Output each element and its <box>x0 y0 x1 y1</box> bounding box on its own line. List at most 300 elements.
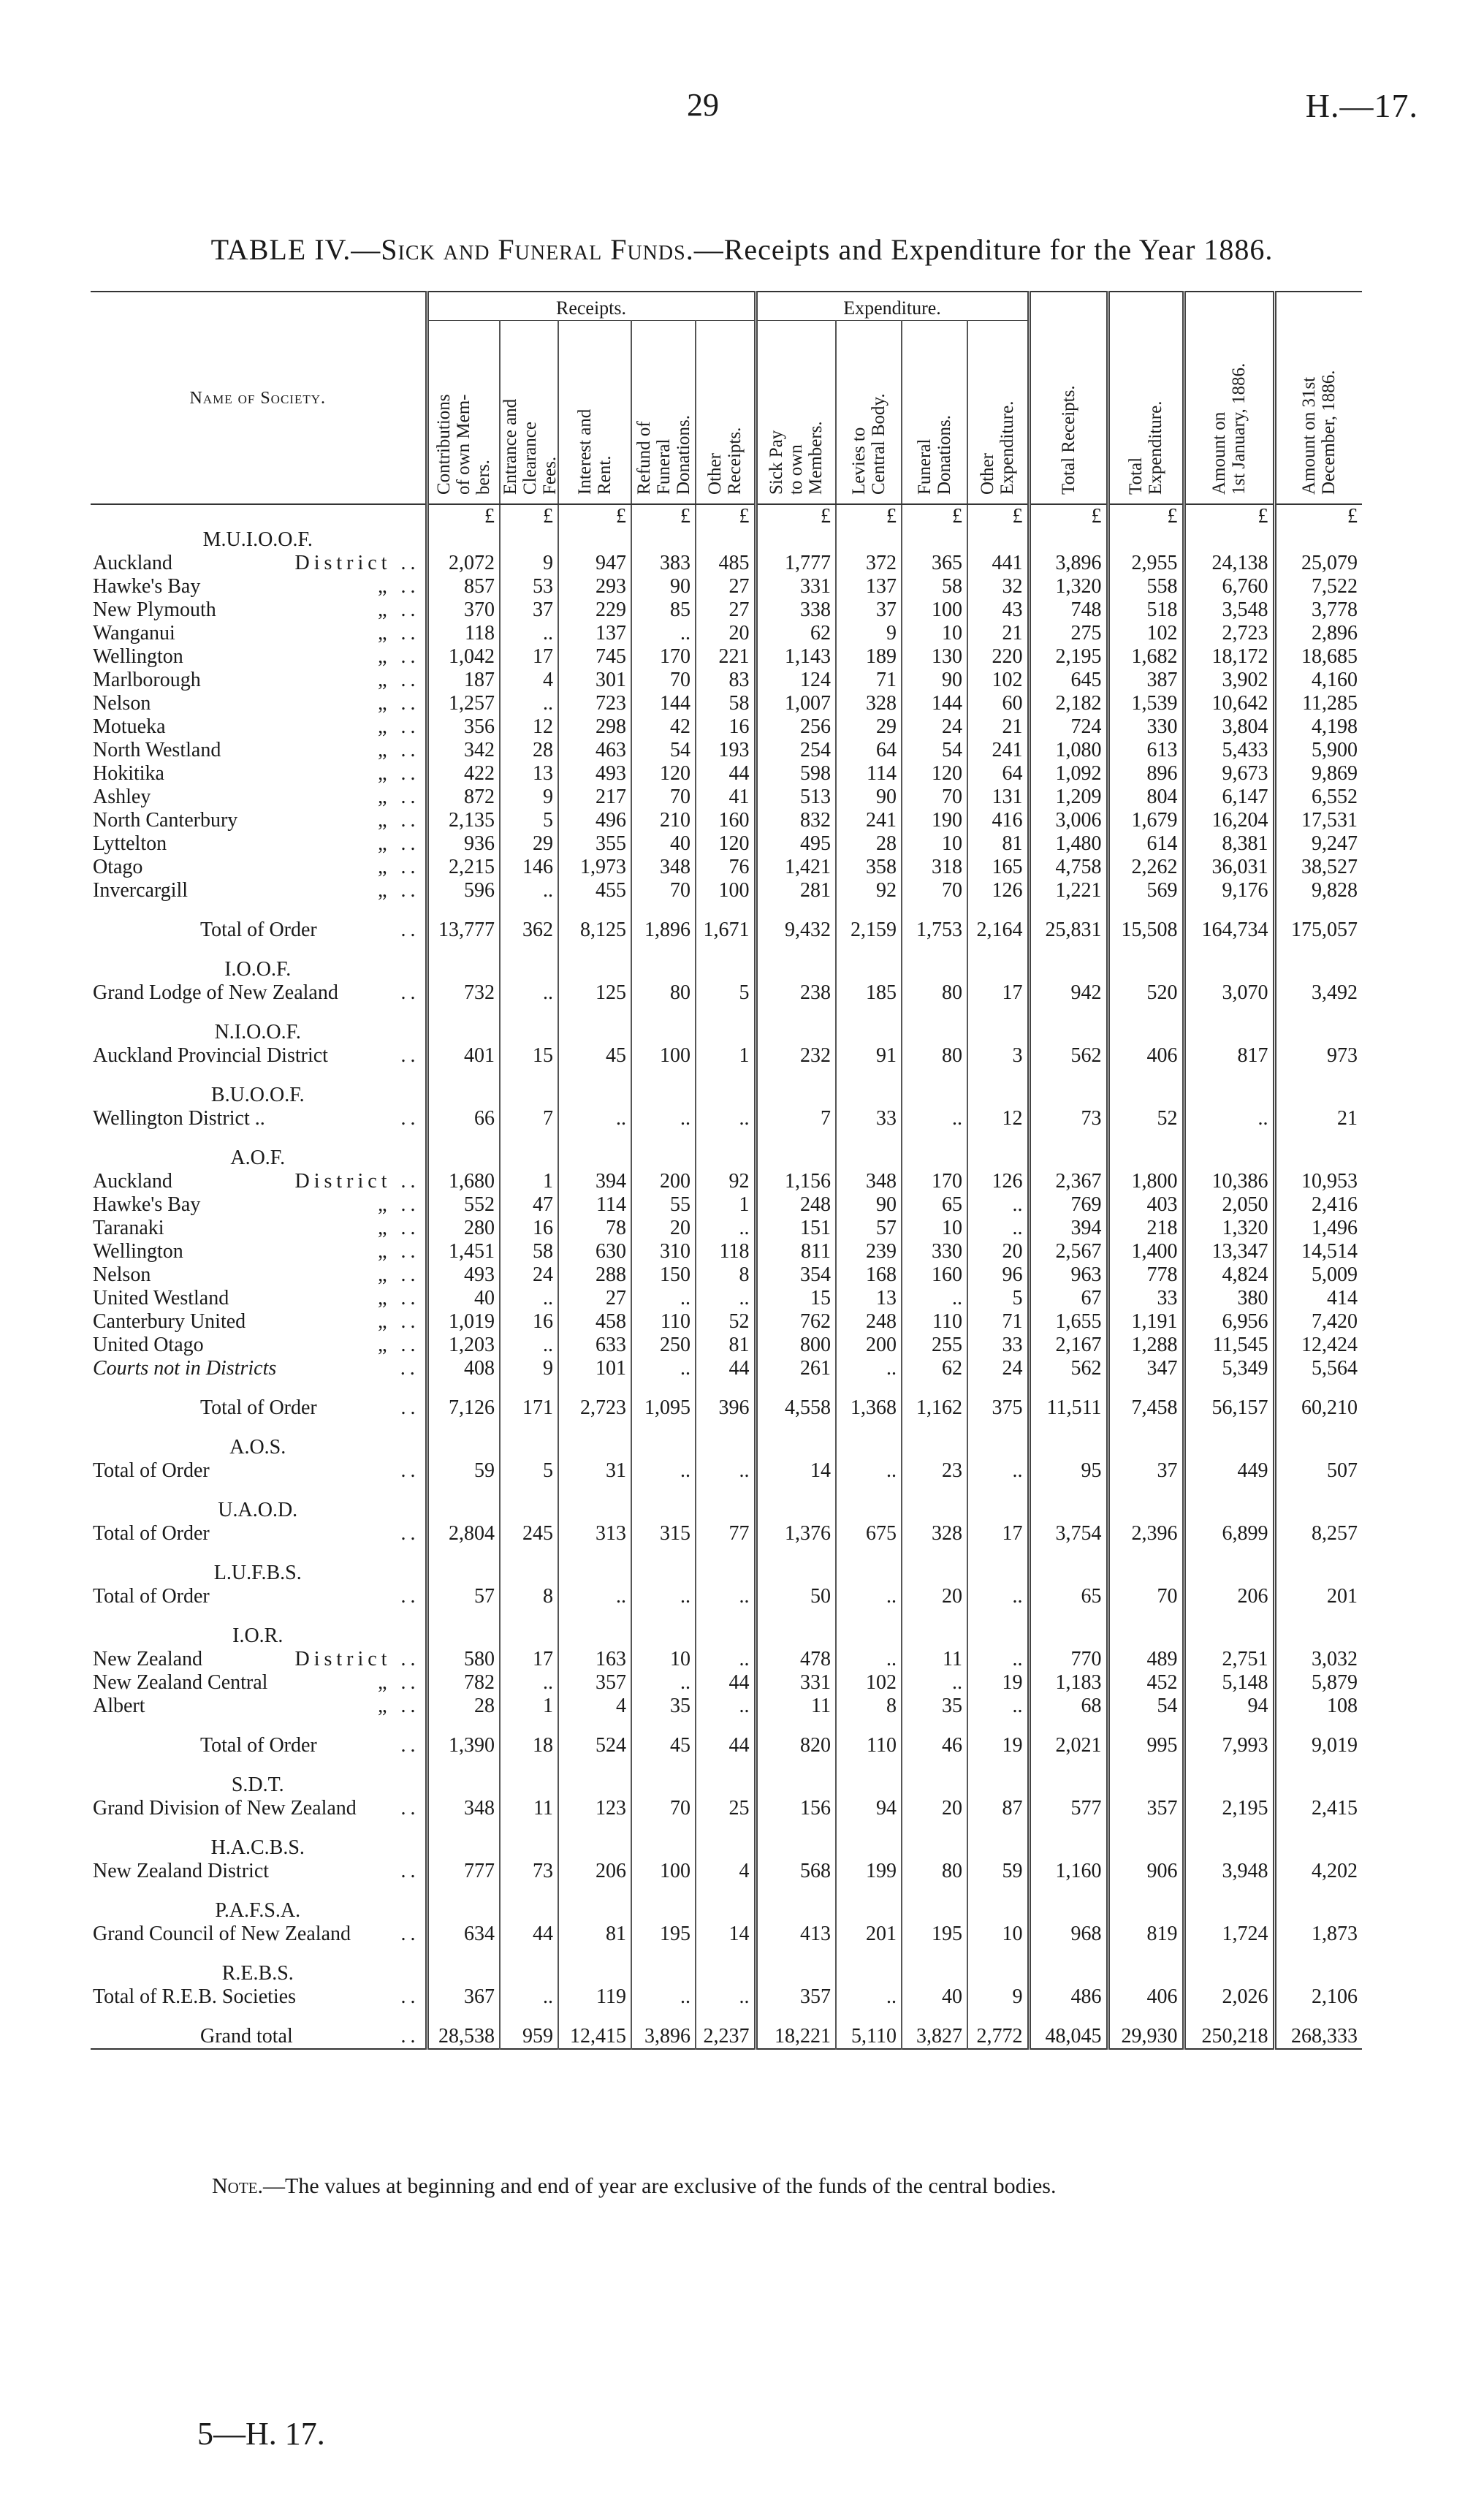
table-row <box>91 981 1362 1005</box>
order-name: P.A.F.S.A. <box>215 1899 301 1922</box>
value-cell: 102 <box>967 669 1029 692</box>
value-cell: 348 <box>427 1797 500 1820</box>
value-cell: 275 <box>1029 622 1108 645</box>
value-cell: 2,195 <box>1184 1797 1274 1820</box>
value-cell: 62 <box>902 1357 967 1380</box>
value-cell: 968 <box>1029 1923 1108 1946</box>
value-cell: 90 <box>902 669 967 692</box>
value-cell: .. <box>696 1985 756 2009</box>
value-cell: 496 <box>558 809 631 832</box>
value-cell: .. <box>500 981 558 1005</box>
value-cell: 33 <box>1108 1287 1184 1310</box>
value-cell: 60 <box>967 692 1029 715</box>
table-row <box>91 1522 1362 1546</box>
value-cell: 2,751 <box>1184 1648 1274 1671</box>
table-row <box>91 645 1362 669</box>
table-row <box>91 1671 1362 1695</box>
row-suffix: „ .. <box>378 832 420 855</box>
value-cell: 1,203 <box>427 1334 500 1357</box>
value-cell: 2,723 <box>558 1396 631 1420</box>
value-cell: 2,416 <box>1274 1193 1362 1217</box>
value-cell: 947 <box>558 552 631 575</box>
value-cell: 100 <box>902 598 967 622</box>
value-cell: 25,831 <box>1029 919 1108 942</box>
society-name: Motueka „ .. <box>91 715 427 739</box>
value-cell: 4,558 <box>756 1396 836 1420</box>
order-total-label: Total of Order .. <box>200 919 420 941</box>
value-cell: 394 <box>1029 1217 1108 1240</box>
value-cell: 21 <box>967 622 1029 645</box>
table-row <box>91 1193 1362 1217</box>
value-cell: 100 <box>696 879 756 902</box>
table-row <box>91 1240 1362 1263</box>
value-cell: 2,182 <box>1029 692 1108 715</box>
order-name: M.U.I.O.O.F. <box>202 528 313 551</box>
order-total-label: Total of Order .. <box>200 1396 420 1419</box>
value-cell: 5,900 <box>1274 739 1362 762</box>
society-name: Wanganui „ .. <box>91 622 427 645</box>
value-cell: 7 <box>756 1107 836 1130</box>
value-cell: 1,162 <box>902 1396 967 1420</box>
value-cell: 6,899 <box>1184 1522 1274 1546</box>
value-cell: 2,215 <box>427 856 500 879</box>
value-cell: 15,508 <box>1108 919 1184 942</box>
value-cell: 102 <box>1108 622 1184 645</box>
title-suffix: .—Receipts and Expenditure for the Year 1886. <box>685 233 1274 266</box>
society-name: Wellington „ .. <box>91 1240 427 1263</box>
value-cell: .. <box>631 1585 696 1608</box>
column-header <box>836 321 902 505</box>
value-cell: .. <box>500 1985 558 2009</box>
value-cell: 70 <box>1108 1585 1184 1608</box>
value-cell: 355 <box>558 832 631 856</box>
value-cell: 634 <box>427 1923 500 1946</box>
value-cell: 120 <box>631 762 696 786</box>
value-cell: 348 <box>631 856 696 879</box>
value-cell: 57 <box>427 1585 500 1608</box>
value-cell: 518 <box>1108 598 1184 622</box>
column-header <box>427 321 500 505</box>
value-cell: 118 <box>696 1240 756 1263</box>
value-cell: 3,006 <box>1029 809 1108 832</box>
value-cell: 221 <box>696 645 756 669</box>
value-cell: 12 <box>967 1107 1029 1130</box>
value-cell: 2,772 <box>967 2025 1029 2049</box>
value-cell: 357 <box>558 1671 631 1695</box>
value-cell: 110 <box>631 1310 696 1334</box>
row-suffix: „ .. <box>378 879 420 902</box>
grand-total-row <box>91 2025 1362 2049</box>
column-header-label: Interest and Rent. <box>575 408 614 495</box>
value-cell: 1,390 <box>427 1734 500 1757</box>
value-cell: 47 <box>500 1193 558 1217</box>
expenditure-group-header: Expenditure. <box>756 292 1029 321</box>
value-cell: 119 <box>558 1985 631 2009</box>
row-suffix: „ .. <box>378 1287 420 1309</box>
row-suffix: „ .. <box>378 1263 420 1286</box>
table-row <box>91 1695 1362 1718</box>
table-row <box>91 1357 1362 1380</box>
value-cell: 6,552 <box>1274 786 1362 809</box>
society-name: Total of Order .. <box>93 1585 420 1608</box>
value-cell: 18,685 <box>1274 645 1362 669</box>
row-suffix: „ .. <box>378 1217 420 1239</box>
value-cell: 7,126 <box>427 1396 500 1420</box>
value-cell: 199 <box>836 1860 902 1883</box>
value-cell: 1,679 <box>1108 809 1184 832</box>
value-cell: 1,257 <box>427 692 500 715</box>
value-cell: 151 <box>756 1217 836 1240</box>
value-cell: 232 <box>756 1044 836 1068</box>
value-cell: 185 <box>836 981 902 1005</box>
value-cell: 485 <box>696 552 756 575</box>
value-cell: 37 <box>836 598 902 622</box>
value-cell: 71 <box>967 1310 1029 1334</box>
value-cell: 1,209 <box>1029 786 1108 809</box>
table-row <box>91 1107 1362 1130</box>
row-suffix: District .. <box>294 1170 420 1193</box>
value-cell: 3,032 <box>1274 1648 1362 1671</box>
column-header <box>902 321 967 505</box>
value-cell: 10,386 <box>1184 1170 1274 1193</box>
value-cell: .. <box>967 1648 1029 1671</box>
value-cell: 14 <box>756 1459 836 1483</box>
society-name: United Otago „ .. <box>91 1334 427 1357</box>
value-cell: 130 <box>902 645 967 669</box>
value-cell: 2,396 <box>1108 1522 1184 1546</box>
value-cell: 77 <box>696 1522 756 1546</box>
value-cell: 44 <box>696 762 756 786</box>
value-cell: .. <box>500 1334 558 1357</box>
column-header-label: Total Expenditure. <box>1126 400 1166 495</box>
value-cell: 342 <box>427 739 500 762</box>
footer-signature: 5—H. 17. <box>197 2416 325 2452</box>
value-cell: 241 <box>836 809 902 832</box>
value-cell: 959 <box>500 2025 558 2049</box>
value-cell: 331 <box>756 1671 836 1695</box>
value-cell: 81 <box>696 1334 756 1357</box>
column-header <box>1274 292 1362 504</box>
order-heading-row <box>91 1147 1362 1170</box>
value-cell: 1,183 <box>1029 1671 1108 1695</box>
value-cell: 114 <box>836 762 902 786</box>
value-cell: 298 <box>558 715 631 739</box>
value-cell: .. <box>500 692 558 715</box>
society-name: Grand Lodge of New Zealand .. <box>93 981 420 1004</box>
value-cell: .. <box>836 1648 902 1671</box>
value-cell: 331 <box>756 575 836 598</box>
row-suffix: „ .. <box>378 669 420 691</box>
title-prefix: TABLE IV.— <box>210 233 381 266</box>
society-name: Courts not in Districts .. <box>93 1357 420 1380</box>
value-cell: 396 <box>696 1396 756 1420</box>
column-header-label: Amount on 1st January, 1886. <box>1209 362 1249 495</box>
currency-symbol: £ <box>1184 504 1274 528</box>
value-cell: 5,009 <box>1274 1263 1362 1287</box>
note-label: Note. <box>212 2174 263 2198</box>
value-cell: 406 <box>1108 1985 1184 2009</box>
value-cell: 2,021 <box>1029 1734 1108 1757</box>
column-header-label: Entrance and Clearance Fees. <box>501 398 560 495</box>
society-name: Marlborough „ .. <box>91 669 427 692</box>
value-cell: 9,869 <box>1274 762 1362 786</box>
value-cell: 118 <box>427 622 500 645</box>
currency-symbol: £ <box>558 504 631 528</box>
value-cell: 66 <box>427 1107 500 1130</box>
order-name: N.I.O.O.F. <box>214 1021 301 1043</box>
value-cell: 21 <box>967 715 1029 739</box>
value-cell: 19 <box>967 1734 1029 1757</box>
value-cell: 293 <box>558 575 631 598</box>
table-row <box>91 552 1362 575</box>
value-cell: 347 <box>1108 1357 1184 1380</box>
society-name: Auckland District .. <box>91 552 427 575</box>
column-header-label: Other Expenditure. <box>978 400 1018 495</box>
value-cell: 96 <box>967 1263 1029 1287</box>
value-cell: 37 <box>1108 1459 1184 1483</box>
row-suffix: „ .. <box>378 1695 420 1717</box>
value-cell: .. <box>902 1671 967 1695</box>
order-heading-row <box>91 1899 1362 1923</box>
value-cell: 31 <box>558 1459 631 1483</box>
value-cell: 1,092 <box>1029 762 1108 786</box>
value-cell: 1,655 <box>1029 1310 1108 1334</box>
value-cell: 17 <box>500 645 558 669</box>
value-cell: 723 <box>558 692 631 715</box>
value-cell: 28 <box>427 1695 500 1718</box>
value-cell: 370 <box>427 598 500 622</box>
value-cell: 71 <box>836 669 902 692</box>
value-cell: 150 <box>631 1263 696 1287</box>
society-name: Taranaki „ .. <box>91 1217 427 1240</box>
row-suffix: „ .. <box>378 762 420 785</box>
value-cell: 2,026 <box>1184 1985 1274 2009</box>
value-cell: 3,492 <box>1274 981 1362 1005</box>
value-cell: 70 <box>631 1797 696 1820</box>
order-heading-row <box>91 1021 1362 1044</box>
value-cell: 675 <box>836 1522 902 1546</box>
value-cell: 25,079 <box>1274 552 1362 575</box>
value-cell: 3,548 <box>1184 598 1274 622</box>
value-cell: 28 <box>500 739 558 762</box>
value-cell: 3,070 <box>1184 981 1274 1005</box>
currency-symbol: £ <box>756 504 836 528</box>
value-cell: 170 <box>902 1170 967 1193</box>
value-cell: 348 <box>836 1170 902 1193</box>
value-cell: 53 <box>500 575 558 598</box>
value-cell: 3,804 <box>1184 715 1274 739</box>
table-row <box>91 1263 1362 1287</box>
order-heading-row <box>91 1773 1362 1797</box>
value-cell: 20 <box>696 622 756 645</box>
value-cell: 11,285 <box>1274 692 1362 715</box>
value-cell: 441 <box>967 552 1029 575</box>
value-cell: 144 <box>902 692 967 715</box>
value-cell: 3 <box>967 1044 1029 1068</box>
value-cell: 206 <box>558 1860 631 1883</box>
value-cell: 18,172 <box>1184 645 1274 669</box>
value-cell: 562 <box>1029 1044 1108 1068</box>
value-cell: 10 <box>902 832 967 856</box>
value-cell: 401 <box>427 1044 500 1068</box>
value-cell: 164,734 <box>1184 919 1274 942</box>
value-cell: .. <box>558 1585 631 1608</box>
currency-symbol: £ <box>902 504 967 528</box>
value-cell: 375 <box>967 1396 1029 1420</box>
value-cell: 507 <box>1274 1459 1362 1483</box>
value-cell: 11,511 <box>1029 1396 1108 1420</box>
value-cell: 110 <box>836 1734 902 1757</box>
value-cell: 18 <box>500 1734 558 1757</box>
currency-symbol: £ <box>1108 504 1184 528</box>
value-cell: 328 <box>836 692 902 715</box>
value-cell: 16 <box>696 715 756 739</box>
value-cell: 50 <box>756 1585 836 1608</box>
value-cell: 558 <box>1108 575 1184 598</box>
column-header-label: Funeral Donations. <box>915 414 955 495</box>
value-cell: .. <box>696 1585 756 1608</box>
title-small-caps: Sick and Funeral Funds <box>381 233 686 266</box>
table-row <box>91 1217 1362 1240</box>
value-cell: 4 <box>696 1860 756 1883</box>
value-cell: 4,824 <box>1184 1263 1274 1287</box>
value-cell: 495 <box>756 832 836 856</box>
value-cell: 190 <box>902 809 967 832</box>
value-cell: 4,160 <box>1274 669 1362 692</box>
value-cell: 1 <box>500 1695 558 1718</box>
value-cell: 2,896 <box>1274 622 1362 645</box>
value-cell: 27 <box>558 1287 631 1310</box>
value-cell: 1,007 <box>756 692 836 715</box>
value-cell: 220 <box>967 645 1029 669</box>
value-cell: 65 <box>902 1193 967 1217</box>
value-cell: 1,451 <box>427 1240 500 1263</box>
value-cell: 8,125 <box>558 919 631 942</box>
value-cell: 315 <box>631 1522 696 1546</box>
value-cell: 36,031 <box>1184 856 1274 879</box>
value-cell: 10 <box>902 1217 967 1240</box>
value-cell: 493 <box>427 1263 500 1287</box>
value-cell: 1,156 <box>756 1170 836 1193</box>
value-cell: 1,042 <box>427 645 500 669</box>
value-cell: 200 <box>631 1170 696 1193</box>
value-cell: 6,956 <box>1184 1310 1274 1334</box>
value-cell: 1,143 <box>756 645 836 669</box>
order-heading-row <box>91 528 1362 552</box>
value-cell: 5 <box>500 809 558 832</box>
order-heading-row <box>91 1624 1362 1648</box>
value-cell: 10 <box>631 1648 696 1671</box>
value-cell: 1,421 <box>756 856 836 879</box>
value-cell: 126 <box>967 879 1029 902</box>
value-cell: 102 <box>836 1671 902 1695</box>
currency-symbol: £ <box>696 504 756 528</box>
value-cell: 44 <box>696 1734 756 1757</box>
receipts-group-header: Receipts. <box>427 292 756 321</box>
value-cell: 1,973 <box>558 856 631 879</box>
value-cell: 645 <box>1029 669 1108 692</box>
table-row <box>91 786 1362 809</box>
value-cell: 15 <box>500 1044 558 1068</box>
value-cell: 5,148 <box>1184 1671 1274 1695</box>
value-cell: 9 <box>836 622 902 645</box>
value-cell: 81 <box>558 1923 631 1946</box>
table-row <box>91 809 1362 832</box>
value-cell: 5,349 <box>1184 1357 1274 1380</box>
value-cell: 872 <box>427 786 500 809</box>
row-suffix: „ .. <box>378 1310 420 1333</box>
currency-symbol: £ <box>967 504 1029 528</box>
value-cell: 2,195 <box>1029 645 1108 669</box>
currency-symbol: £ <box>1274 504 1362 528</box>
value-cell: 17 <box>967 981 1029 1005</box>
value-cell: 906 <box>1108 1860 1184 1883</box>
value-cell: 769 <box>1029 1193 1108 1217</box>
value-cell: 92 <box>696 1170 756 1193</box>
table-row <box>91 622 1362 645</box>
order-heading-row <box>91 1084 1362 1107</box>
value-cell: 449 <box>1184 1459 1274 1483</box>
value-cell: 330 <box>1108 715 1184 739</box>
value-cell: 114 <box>558 1193 631 1217</box>
table-row <box>91 856 1362 879</box>
table-row <box>91 832 1362 856</box>
society-name: Albert „ .. <box>91 1695 427 1718</box>
society-name: Total of Order .. <box>93 1459 420 1482</box>
value-cell: 372 <box>836 552 902 575</box>
value-cell: 1,320 <box>1184 1217 1274 1240</box>
value-cell: 5 <box>696 981 756 1005</box>
order-name: H.A.C.B.S. <box>210 1836 305 1859</box>
column-header-label: Levies to Central Body. <box>849 393 889 495</box>
value-cell: 40 <box>427 1287 500 1310</box>
column-header-label: Refund of Funeral Donations. <box>633 414 693 495</box>
value-cell: 552 <box>427 1193 500 1217</box>
column-header <box>696 321 756 505</box>
value-cell: 817 <box>1184 1044 1274 1068</box>
value-cell: 9 <box>500 786 558 809</box>
value-cell: 313 <box>558 1522 631 1546</box>
value-cell: 568 <box>756 1860 836 1883</box>
value-cell: 110 <box>902 1310 967 1334</box>
value-cell: 9,673 <box>1184 762 1274 786</box>
value-cell: 10,642 <box>1184 692 1274 715</box>
value-cell: 1,320 <box>1029 575 1108 598</box>
society-name: Wellington District .. .. <box>93 1107 420 1130</box>
value-cell: 254 <box>756 739 836 762</box>
value-cell: 45 <box>558 1044 631 1068</box>
value-cell: 613 <box>1108 739 1184 762</box>
order-name: S.D.T. <box>231 1773 284 1796</box>
row-suffix: District .. <box>294 1648 420 1670</box>
value-cell: 187 <box>427 669 500 692</box>
society-name: New Zealand Central „ .. <box>91 1671 427 1695</box>
value-cell: 239 <box>836 1240 902 1263</box>
society-name: United Westland „ .. <box>91 1287 427 1310</box>
value-cell: 54 <box>1108 1695 1184 1718</box>
value-cell: 56,157 <box>1184 1396 1274 1420</box>
value-cell: 1,777 <box>756 552 836 575</box>
value-cell: .. <box>836 1985 902 2009</box>
value-cell: 83 <box>696 669 756 692</box>
value-cell: 58 <box>696 692 756 715</box>
order-heading-row <box>91 958 1362 981</box>
value-cell: 131 <box>967 786 1029 809</box>
row-suffix: „ .. <box>378 622 420 645</box>
table-row <box>91 1860 1362 1883</box>
value-cell: 189 <box>836 645 902 669</box>
value-cell: 250,218 <box>1184 2025 1274 2049</box>
